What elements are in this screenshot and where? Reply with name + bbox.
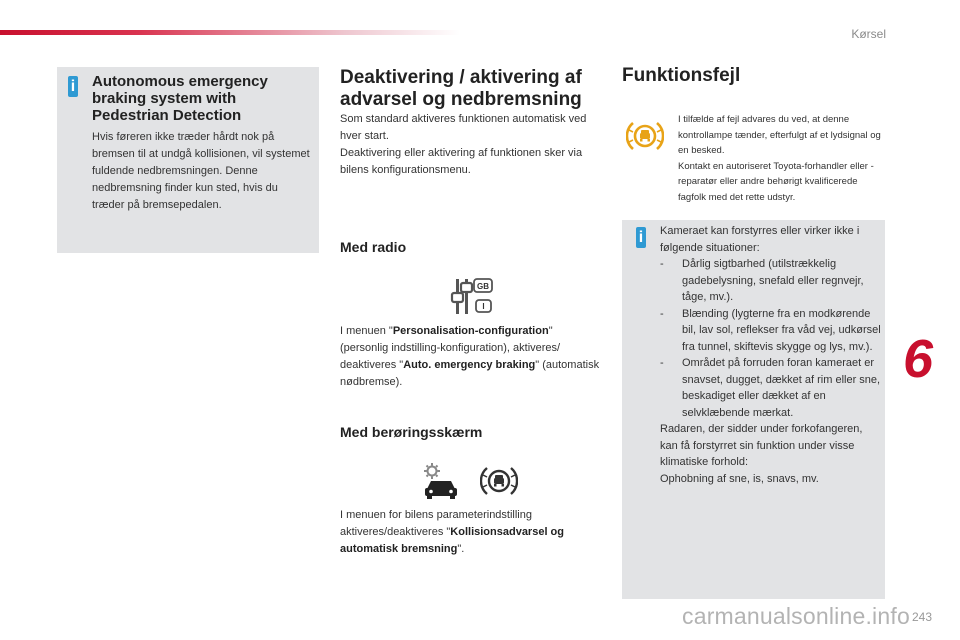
radio-menu-name: Personalisation-configuration	[392, 325, 549, 337]
malfunction-text	[678, 112, 888, 205]
warning-lamp-icon	[626, 118, 664, 154]
radio-icon-label-top: GB	[477, 282, 489, 291]
list-item: - Området på forruden foran kameraet er snavset, dugget, dækket af rim eller sne, beskadiget eller dækket af en selvklæbende mærkat.	[660, 357, 881, 419]
pedestrian-detection-info-box	[57, 67, 319, 253]
info-box-text: Hvis føreren ikke træder hårdt nok på bremsen til at undgå kollisionen, vil systemet fuldende nedbremsningen. Denne nedbremsning finder kun sted, hvis du træder på bremsepedalen.	[92, 131, 310, 211]
malfunction-line-1: I tilfælde af fejl advares du ved, at denne kontrollampe tænder, efterfulgt af et lydsignal og en besked.	[678, 114, 881, 156]
touchscreen-heading: Med berøringsskærm	[340, 424, 483, 440]
info-icon: i	[68, 76, 78, 97]
radio-settings-icon	[448, 276, 496, 316]
radio-text-post: " (automatisk nødbremse).	[340, 359, 600, 388]
touch-option-name: Kollisionsadvarsel og automatisk bremsning	[340, 526, 564, 555]
radar-note: Radaren, der sidder under forkofangeren, kan få forstyrret sin funktion under visse klimatiske forhold:	[660, 423, 863, 468]
chapter-number: 6	[903, 329, 934, 389]
list-item: - Dårlig sigtbarhed (utilstrækkelig gadebelysning, snefald eller regnvejr, tåge, mv.).	[660, 258, 864, 303]
radio-heading: Med radio	[340, 239, 407, 255]
page-number: 243	[912, 610, 933, 624]
touch-text-pre: I menuen for bilens parameterindstilling aktiveres/deaktiveres "	[340, 509, 532, 538]
intro-line-1: Som standard aktiveres funktionen automatisk ved hver start.	[340, 113, 587, 142]
collision-warning-icon	[480, 463, 518, 499]
radio-text-mid: " (personlig indstilling-konfiguration), aktiveres/ deaktiveres "	[340, 325, 561, 371]
section-label: Kørsel	[851, 27, 886, 41]
limitations-intro: Kameraet kan forstyrres eller virker ikke i følgende situationer:	[660, 225, 860, 254]
chapter-color-bar	[0, 30, 460, 35]
touch-text-post: ".	[457, 543, 465, 555]
malfunction-heading: Funktionsfejl	[622, 65, 741, 86]
camera-limitations-info-box	[622, 220, 885, 599]
radio-text-pre: I menuen "	[340, 325, 393, 337]
touchscreen-instructions	[340, 507, 605, 558]
intro-line-2: Deaktivering eller aktivering af funktionen sker via bilens konfigurationsmenu.	[340, 147, 583, 176]
radio-option-name: Auto. emergency braking	[403, 359, 536, 371]
list-item: - Blænding (lygterne fra en modkørende bil, lav sol, reflekser fra våd vej, udkørsel fra tunnel, skiftevis skygge og lys, mv.).	[660, 307, 881, 353]
radar-note-examples: Ophobning af sne, is, snavs, mv.	[660, 472, 819, 485]
deactivation-intro	[340, 111, 605, 179]
camera-limitations-text	[660, 223, 882, 487]
radio-icon-label-bottom: I	[482, 302, 485, 311]
vehicle-settings-icon	[421, 462, 461, 500]
malfunction-line-2: Kontakt en autoriseret Toyota-forhandler eller -reparatør eller andre behørigt kvalificerede fagfolk med det rette udstyr.	[678, 160, 874, 203]
info-icon: i	[636, 227, 646, 248]
info-box-title: Autonomous emergency braking system with Pedestrian Detection	[92, 73, 268, 124]
deactivation-heading: Deaktivering / aktivering af advarsel og nedbremsning	[340, 67, 582, 110]
watermark: carmanualsonline.info	[682, 603, 910, 629]
radio-instructions	[340, 323, 600, 391]
